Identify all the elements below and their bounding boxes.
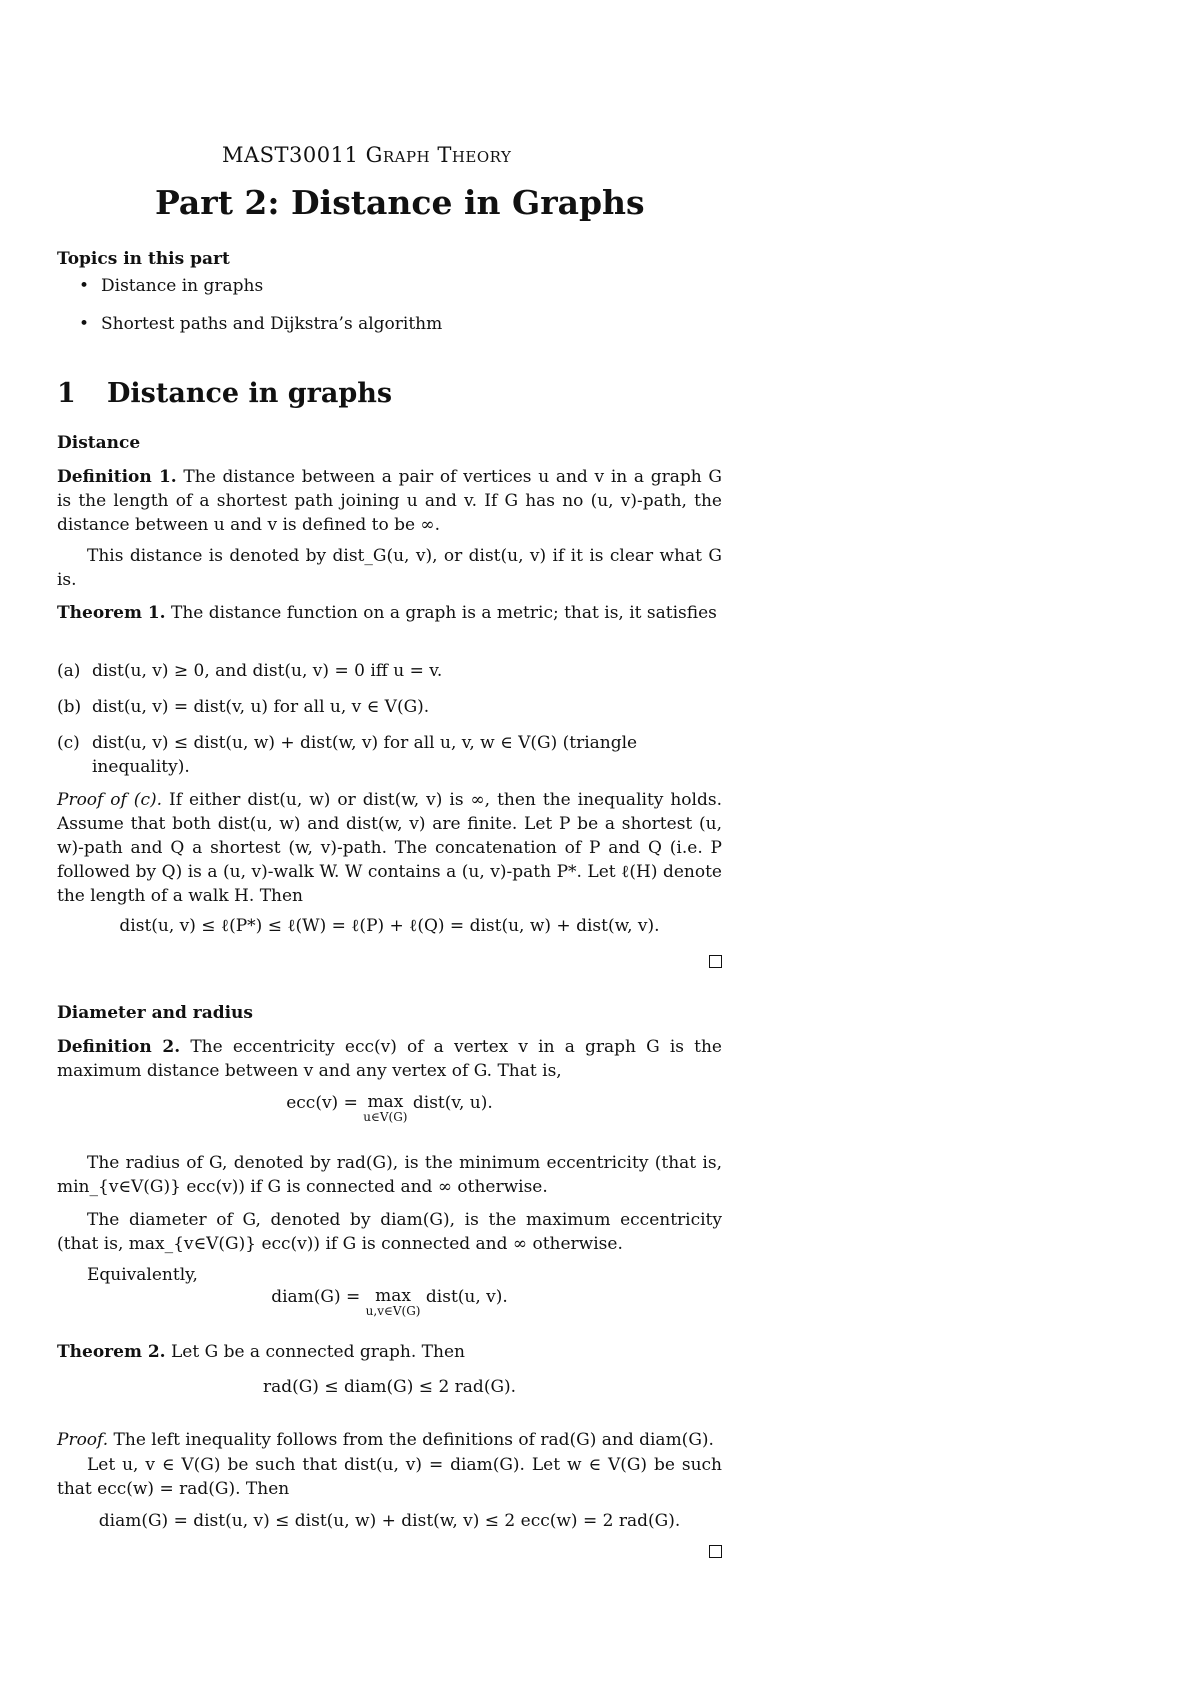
distance-heading: Distance	[57, 433, 141, 453]
theorem-1	[57, 601, 722, 625]
definition-2-text: The eccentricity ecc(v) of a vertex v in a graph G is the maximum distance between v and any vertex of G. That is,	[57, 1037, 722, 1081]
item-tag: (b)	[57, 697, 82, 717]
eq-lhs: ecc(v) =	[286, 1093, 358, 1113]
proof-c-equation: dist(u, v) ≤ ℓ(P*) ≤ ℓ(W) = ℓ(P) + ℓ(Q) = dist(u, w) + dist(w, v).	[119, 916, 660, 936]
proof-text: The left inequality follows from the definitions of rad(G) and diam(G).	[113, 1430, 714, 1450]
max-operator	[366, 1287, 421, 1317]
list-item	[57, 731, 722, 779]
theorem-1-label: Theorem 1.	[57, 603, 166, 623]
definition-2	[57, 1035, 722, 1083]
theorem-2-label: Theorem 2.	[57, 1342, 166, 1362]
item-text: dist(u, v) = dist(v, u) for all u, v ∈ V(G).	[92, 697, 430, 717]
diameter-equation	[57, 1287, 722, 1317]
definition-1	[57, 465, 722, 537]
course-code: MAST30011	[222, 143, 359, 167]
section-heading	[57, 378, 392, 409]
max-label: max	[375, 1286, 411, 1306]
eq-rhs: dist(u, v).	[425, 1287, 508, 1307]
topics-heading: Topics in this part	[57, 249, 230, 269]
equivalently-text: Equivalently,	[87, 1265, 198, 1285]
item-tag: (a)	[57, 661, 81, 681]
section-title: Distance in graphs	[107, 378, 393, 409]
eccentricity-equation	[57, 1093, 722, 1123]
max-subscript: u,v∈V(G)	[365, 1304, 421, 1318]
proof-c	[57, 788, 722, 908]
radius-definition: The radius of G, denoted by rad(G), is the minimum eccentricity (that is, min_{v∈V(G)} ecc(v)) if G is connected and ∞ otherwise.	[57, 1153, 722, 1197]
part-title: Part 2: Distance in Graphs	[155, 183, 645, 222]
diameter-definition: The diameter of G, denoted by diam(G), is the maximum eccentricity (that is, max_{v∈V(G)} ecc(v)) if G is connected and ∞ otherwise.	[57, 1210, 722, 1254]
proof-thm2-equation: diam(G) = dist(u, v) ≤ dist(u, w) + dist(w, v) ≤ 2 ecc(w) = 2 rad(G).	[98, 1511, 681, 1531]
proof-c-text: If either dist(u, w) or dist(w, v) is ∞, then the inequality holds. Assume that both dist(u, w) and dist(w, v) are finite. Let P be a shortest (u, w)-path and Q a shortest (w, v)-path. The concatenation of P and Q (i.e. P followed by Q) is a (u, v)-walk W. W contains a (u, v)-path P*. Let ℓ(H) denote the length of a walk H. Then	[57, 790, 722, 906]
max-label: max	[367, 1092, 404, 1112]
proof-thm2-continued: Let u, v ∈ V(G) be such that dist(u, v) = diam(G). Let w ∈ V(G) be such that ecc(w) = rad(G). Then	[57, 1455, 722, 1499]
theorem-2	[57, 1340, 722, 1364]
qed-square-icon	[709, 955, 722, 968]
qed-square-icon	[709, 1545, 722, 1558]
theorem-2-equation: rad(G) ≤ diam(G) ≤ 2 rad(G).	[262, 1377, 517, 1397]
course-header	[222, 143, 511, 167]
item-text: dist(u, v) ≤ dist(u, w) + dist(w, v) for all u, v, w ∈ V(G) (triangle inequality).	[92, 733, 638, 777]
course-name: Graph Theory	[365, 143, 512, 167]
definition-2-label: Definition 2.	[57, 1037, 181, 1057]
max-operator	[363, 1093, 407, 1123]
definition-1-text: The distance between a pair of vertices u and v in a graph G is the length of a shortest path joining u and v. If G has no (u, v)-path, the distance between u and v is defined to be ∞.	[57, 467, 722, 535]
theorem-2-text: Let G be a connected graph. Then	[171, 1342, 465, 1362]
topics-list	[79, 276, 442, 352]
item-tag: (c)	[57, 733, 80, 753]
proof-label: Proof.	[57, 1430, 109, 1450]
theorem-1-items	[57, 659, 722, 791]
theorem-1-text: The distance function on a graph is a metric; that is, it satisfies	[171, 603, 717, 623]
eq-rhs: dist(v, u).	[412, 1093, 493, 1113]
diameter-heading: Diameter and radius	[57, 1003, 253, 1023]
distance-notation: This distance is denoted by dist_G(u, v), or dist(u, v) if it is clear what G is.	[57, 546, 722, 590]
proof-thm2	[57, 1428, 722, 1452]
definition-1-label: Definition 1.	[57, 467, 177, 487]
eq-lhs: diam(G) =	[271, 1287, 361, 1307]
list-item	[57, 659, 722, 683]
proof-c-label: Proof of (c).	[57, 790, 162, 810]
item-text: dist(u, v) ≥ 0, and dist(u, v) = 0 iff u = v.	[92, 661, 443, 681]
max-subscript: u∈V(G)	[363, 1110, 408, 1124]
topic-item: • Shortest paths and Dijkstra’s algorithm	[79, 314, 442, 334]
list-item	[57, 695, 722, 719]
section-number: 1	[57, 378, 76, 409]
topic-item: • Distance in graphs	[79, 276, 442, 296]
